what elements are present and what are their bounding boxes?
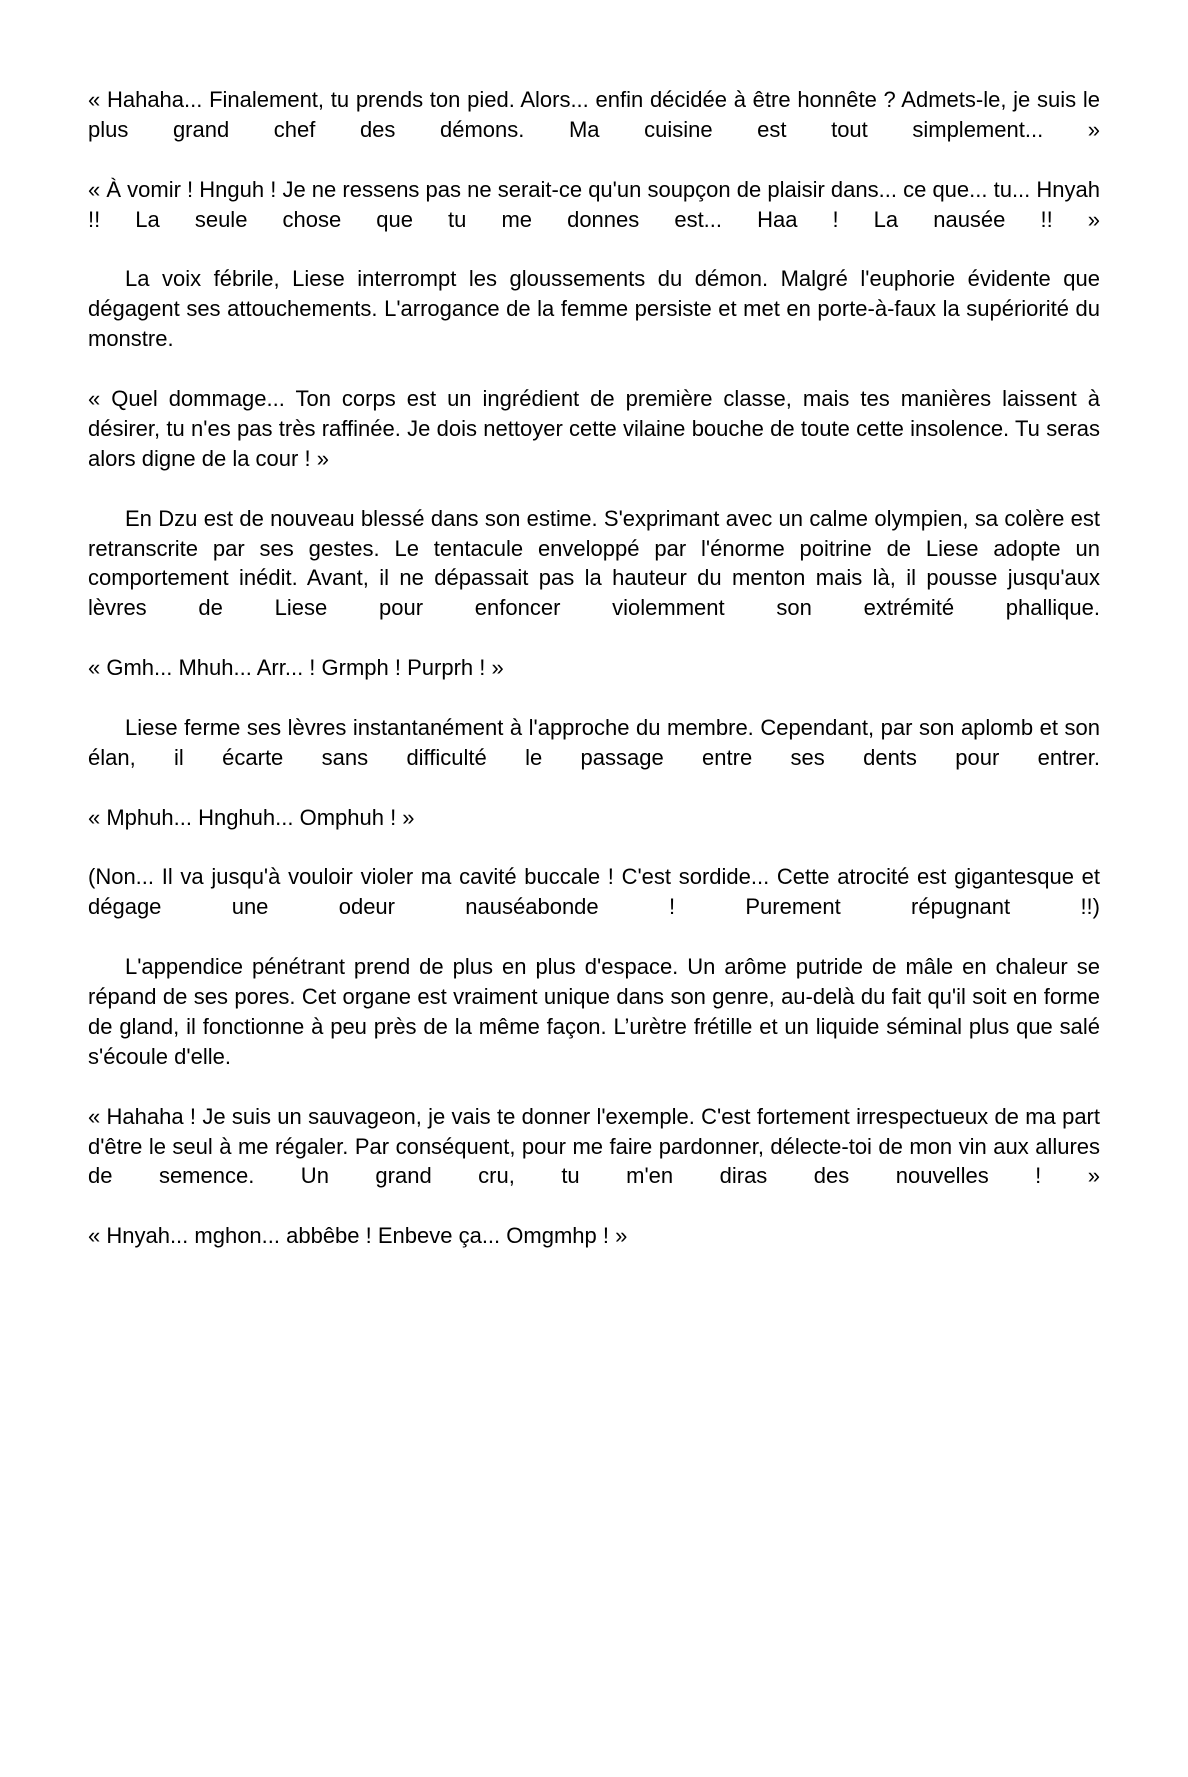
paragraph-dialogue-4: « Gmh... Mhuh... Arr... ! Grmph ! Purprh ! » (88, 655, 504, 681)
paragraph-narration-3: Liese ferme ses lèvres instantanément à l'approche du membre. Cependant, par son aplomb et son élan, il écarte sans difficulté le passage entre ses dents pour entrer. (88, 714, 1100, 770)
paragraph-dialogue-1: « Hahaha... Finalement, tu prends ton pied. Alors... enfin décidée à être honnête ? Admets-le, je suis le plus grand chef des démons. Ma cuisine est tout simplement... » (88, 87, 1100, 142)
paragraph-thought-1: (Non... Il va jusqu'à vouloir violer ma cavité buccale ! C'est sordide... Cette atrocité est gigantesque et dégage une odeur nauséabonde ! Purement répugnant !!) (88, 864, 1100, 920)
paragraph-dialogue-7: « Hnyah... mghon... abbêbe ! Enbeve ça... Omgmhp ! » (88, 1223, 628, 1249)
paragraph-dialogue-5: « Mphuh... Hnghuh... Omphuh ! » (88, 804, 415, 830)
paragraph-narration-1: La voix fébrile, Liese interrompt les gloussements du démon. Malgré l'euphorie évidente que dégagent ses attouchements. L'arrogance de la femme persiste et met en porte-à-faux la supériorité du monstre. (88, 266, 1100, 352)
paragraph-dialogue-2: « À vomir ! Hnguh ! Je ne ressens pas ne serait-ce qu'un soupçon de plaisir dans... ce que... tu... Hnyah !! La seule chose que tu me donnes est... Haa ! La nausée !! » (88, 176, 1100, 232)
paragraph-dialogue-3: « Quel dommage... Ton corps est un ingrédient de première classe, mais tes manières laissent à désirer, tu n'es pas très raffinée. Je dois nettoyer cette vilaine bouche de toute cette insolence. Tu seras alors digne de la cour ! » (88, 386, 1100, 471)
paragraph-narration-4: L'appendice pénétrant prend de plus en plus d'espace. Un arôme putride de mâle en chaleur se répand de ses pores. Cet organe est vraiment unique dans son genre, au-delà du fait qu'il soit en forme de gland, il fonctionne à peu près de la même façon. L’urètre frétille et un liquide séminal plus que salé s'écoule d'elle. (88, 954, 1100, 1069)
paragraph-dialogue-6: « Hahaha ! Je suis un sauvageon, je vais te donner l'exemple. C'est fortement irrespectueux de ma part d'être le seul à me régaler. Par conséquent, pour me faire pardonner, délecte-toi de mon vin aux allures de semence. Un grand cru, tu m'en diras des nouvelles ! » (88, 1103, 1100, 1189)
paragraph-narration-2: En Dzu est de nouveau blessé dans son estime. S'exprimant avec un calme olympien, sa colère est retranscrite par ses gestes. Le tentacule enveloppé par l'énorme poitrine de Liese adopte un comportement inédit. Avant, il ne dépassait pas la hauteur du menton mais là, il pousse jusqu'aux lèvres de Liese pour enfoncer violemment son extrémité phallique. (88, 505, 1100, 621)
